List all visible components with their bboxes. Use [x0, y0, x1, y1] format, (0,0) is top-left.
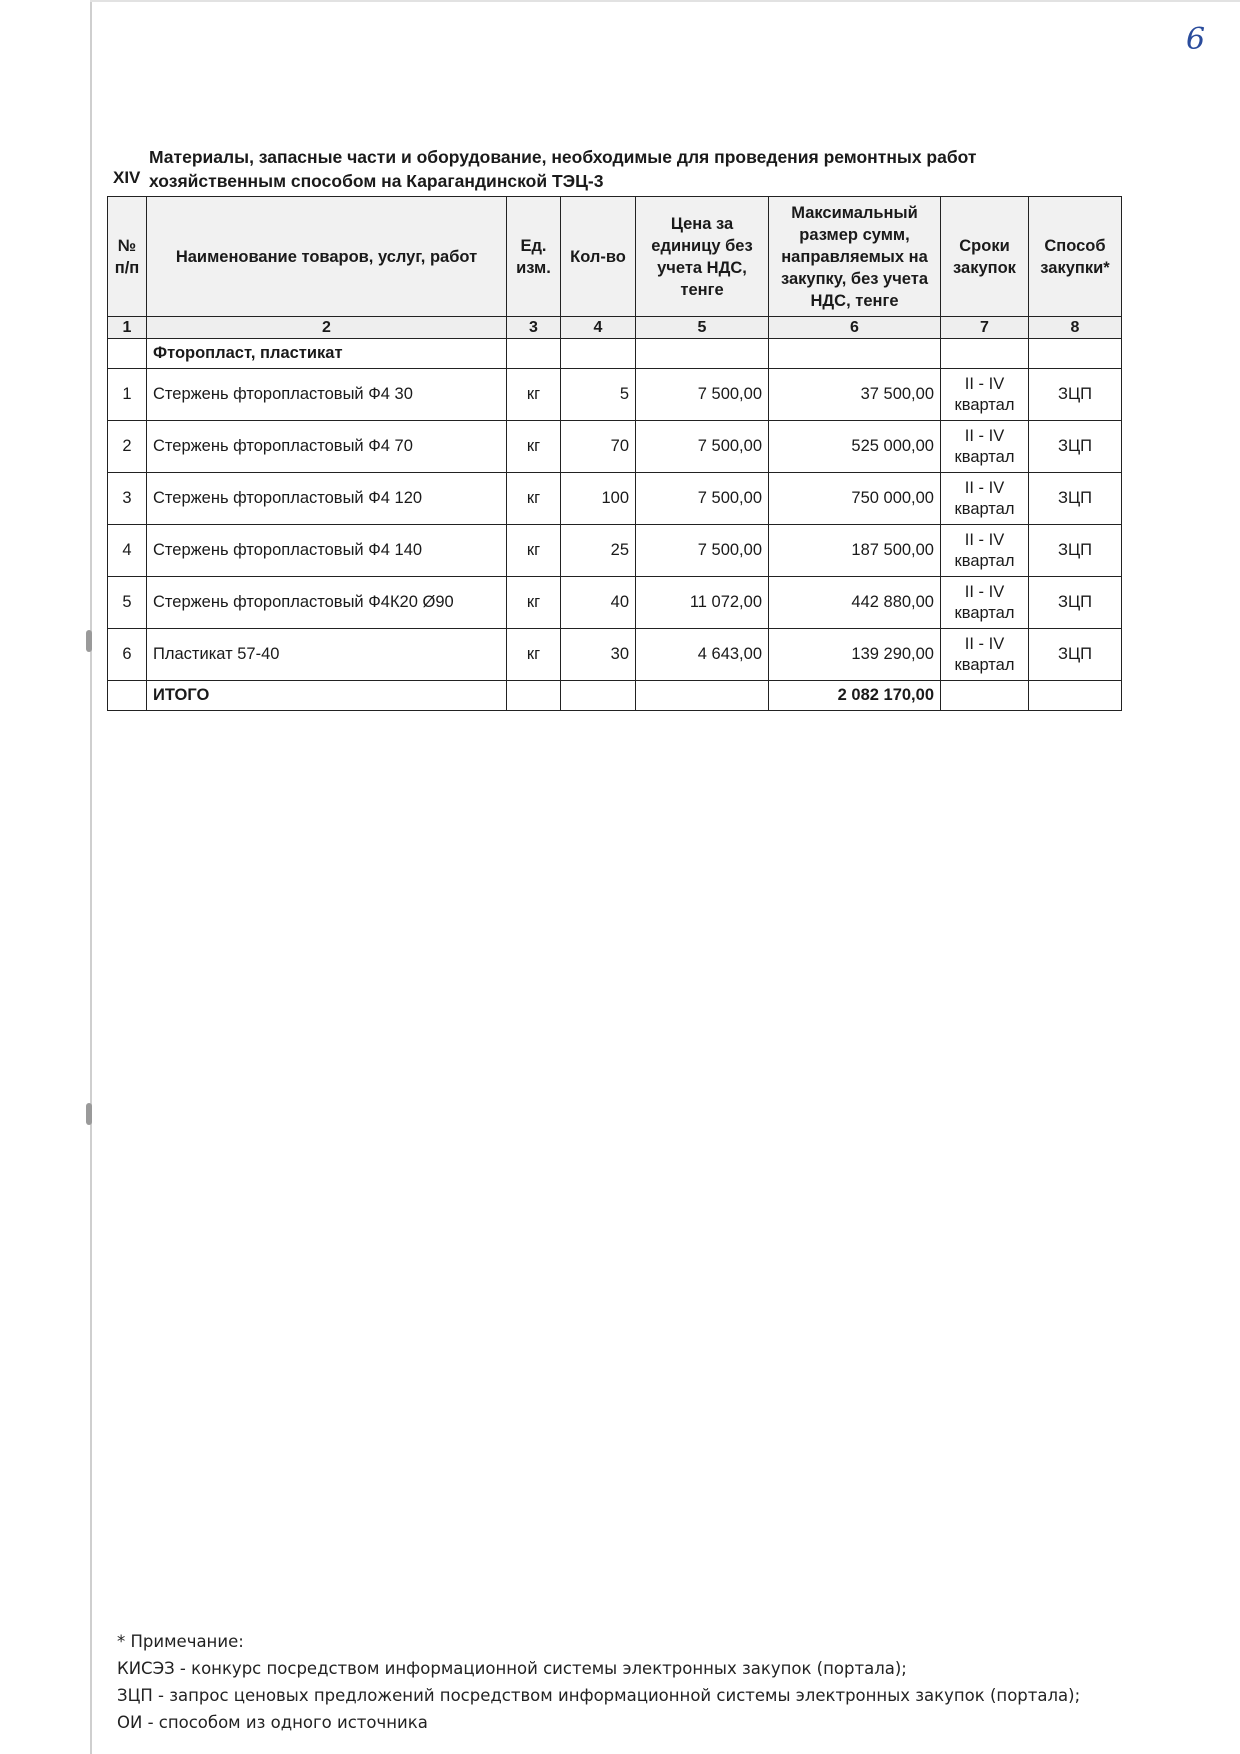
- header-qty: Кол-во: [561, 197, 636, 317]
- column-number: 4: [561, 317, 636, 339]
- column-number: 6: [769, 317, 941, 339]
- row-price: 7 500,00: [636, 369, 769, 421]
- section-title: Материалы, запасные части и оборудование, необходимые для проведения ремонтных работ хозяйственным способом на Карагандинской ТЭЦ-3: [149, 147, 977, 191]
- column-number: 2: [147, 317, 507, 339]
- row-price: 11 072,00: [636, 577, 769, 629]
- row-terms: II - IV квартал: [941, 525, 1029, 577]
- row-sum: 187 500,00: [769, 525, 941, 577]
- row-method: ЗЦП: [1029, 369, 1122, 421]
- column-number-row: [108, 317, 1122, 339]
- row-sum: 139 290,00: [769, 629, 941, 681]
- row-method: ЗЦП: [1029, 421, 1122, 473]
- row-num: 5: [108, 577, 147, 629]
- row-terms: II - IV квартал: [941, 577, 1029, 629]
- group-label: Фторопласт, пластикат: [147, 339, 507, 369]
- table-header-row: [108, 197, 1122, 317]
- group-row: [108, 339, 1122, 369]
- group-cell-empty: [561, 339, 636, 369]
- row-num: 3: [108, 473, 147, 525]
- row-price: 7 500,00: [636, 525, 769, 577]
- column-number: 1: [108, 317, 147, 339]
- page-top-edge: [90, 0, 1240, 2]
- row-terms: II - IV квартал: [941, 629, 1029, 681]
- group-cell-empty: [1029, 339, 1122, 369]
- row-method: ЗЦП: [1029, 577, 1122, 629]
- row-sum: 442 880,00: [769, 577, 941, 629]
- section-number: XIV: [113, 168, 141, 187]
- total-cell-empty: [941, 681, 1029, 711]
- header-method: Способ закупки*: [1029, 197, 1122, 317]
- total-cell-empty: [636, 681, 769, 711]
- punch-hole-mark: [86, 630, 92, 652]
- total-cell-empty: [108, 681, 147, 711]
- row-unit: кг: [507, 525, 561, 577]
- row-unit: кг: [507, 629, 561, 681]
- row-qty: 30: [561, 629, 636, 681]
- row-name: Стержень фторопластовый Ф4К20 Ø90: [147, 577, 507, 629]
- footnote-line: КИСЭЗ - конкурс посредством информационной системы электронных закупок (портала);: [117, 1659, 907, 1678]
- header-price: Цена за единицу без учета НДС, тенге: [636, 197, 769, 317]
- table-row: [108, 525, 1122, 577]
- row-name: Пластикат 57-40: [147, 629, 507, 681]
- header-name: Наименование товаров, услуг, работ: [147, 197, 507, 317]
- row-price: 7 500,00: [636, 473, 769, 525]
- header-max-sum: Максимальный размер сумм, направляемых на закупку, без учета НДС, тенге: [769, 197, 941, 317]
- row-qty: 40: [561, 577, 636, 629]
- footnote-line: ОИ - способом из одного источника: [117, 1713, 428, 1732]
- table-row: [108, 629, 1122, 681]
- row-name: Стержень фторопластовый Ф4 30: [147, 369, 507, 421]
- total-sum: 2 082 170,00: [769, 681, 941, 711]
- total-row: [108, 681, 1122, 711]
- group-cell-empty: [108, 339, 147, 369]
- procurement-table: [107, 196, 1122, 711]
- header-num: № п/п: [108, 197, 147, 317]
- footnote: [117, 1628, 1080, 1736]
- row-name: Стержень фторопластовый Ф4 140: [147, 525, 507, 577]
- row-price: 4 643,00: [636, 629, 769, 681]
- header-unit: Ед. изм.: [507, 197, 561, 317]
- header-terms: Сроки закупок: [941, 197, 1029, 317]
- row-unit: кг: [507, 577, 561, 629]
- row-num: 2: [108, 421, 147, 473]
- handwritten-page-number: 6: [1186, 22, 1206, 57]
- footnote-heading: * Примечание:: [117, 1632, 244, 1651]
- total-cell-empty: [1029, 681, 1122, 711]
- row-unit: кг: [507, 369, 561, 421]
- page-left-edge: [90, 0, 92, 1754]
- row-num: 1: [108, 369, 147, 421]
- row-method: ЗЦП: [1029, 629, 1122, 681]
- row-terms: II - IV квартал: [941, 421, 1029, 473]
- group-cell-empty: [507, 339, 561, 369]
- row-terms: II - IV квартал: [941, 473, 1029, 525]
- row-qty: 5: [561, 369, 636, 421]
- total-cell-empty: [561, 681, 636, 711]
- row-name: Стержень фторопластовый Ф4 120: [147, 473, 507, 525]
- row-qty: 70: [561, 421, 636, 473]
- table-row: [108, 421, 1122, 473]
- footnote-line: ЗЦП - запрос ценовых предложений посредством информационной системы электронных закупок (портала);: [117, 1686, 1081, 1705]
- row-method: ЗЦП: [1029, 473, 1122, 525]
- row-sum: 750 000,00: [769, 473, 941, 525]
- row-num: 6: [108, 629, 147, 681]
- column-number: 5: [636, 317, 769, 339]
- row-terms: II - IV квартал: [941, 369, 1029, 421]
- group-cell-empty: [941, 339, 1029, 369]
- row-price: 7 500,00: [636, 421, 769, 473]
- row-method: ЗЦП: [1029, 525, 1122, 577]
- row-name: Стержень фторопластовый Ф4 70: [147, 421, 507, 473]
- total-label: ИТОГО: [147, 681, 507, 711]
- row-unit: кг: [507, 421, 561, 473]
- table-row: [108, 369, 1122, 421]
- column-number: 7: [941, 317, 1029, 339]
- group-cell-empty: [636, 339, 769, 369]
- row-sum: 37 500,00: [769, 369, 941, 421]
- row-qty: 100: [561, 473, 636, 525]
- punch-hole-mark: [86, 1103, 92, 1125]
- row-unit: кг: [507, 473, 561, 525]
- group-cell-empty: [769, 339, 941, 369]
- column-number: 3: [507, 317, 561, 339]
- total-cell-empty: [507, 681, 561, 711]
- row-sum: 525 000,00: [769, 421, 941, 473]
- table-row: [108, 577, 1122, 629]
- column-number: 8: [1029, 317, 1122, 339]
- table-row: [108, 473, 1122, 525]
- row-num: 4: [108, 525, 147, 577]
- row-qty: 25: [561, 525, 636, 577]
